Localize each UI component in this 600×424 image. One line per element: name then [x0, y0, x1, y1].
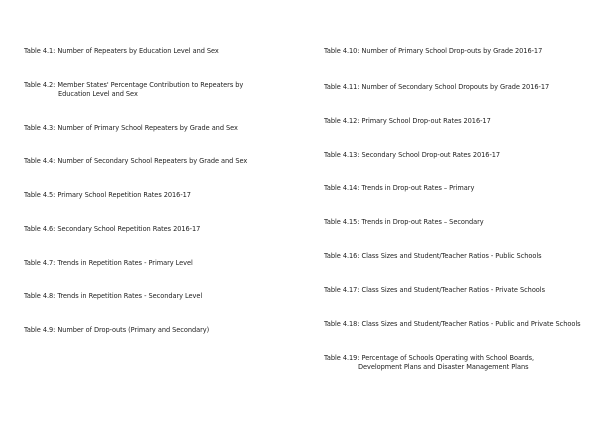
table-entry-4-14: [324, 184, 474, 193]
table-label: Table 4.12:: [324, 117, 360, 125]
table-title: Trends in Repetition Rates - Secondary Level: [57, 292, 203, 300]
table-label: Table 4.9:: [24, 326, 56, 334]
table-entry-4-8: [24, 292, 202, 301]
table-entry-4-3: [24, 124, 238, 133]
table-label: Table 4.10:: [324, 47, 360, 55]
table-title: Number of Primary School Drop-outs by Grade 2016-17: [361, 47, 543, 55]
table-label: Table 4.15:: [324, 218, 360, 226]
table-title: Primary School Drop-out Rates 2016-17: [361, 117, 491, 125]
table-title: Number of Drop-outs (Primary and Secondary): [57, 326, 210, 334]
table-entry-4-10: [324, 47, 542, 56]
table-entry-4-18: [324, 320, 581, 329]
table-title: Secondary School Drop-out Rates 2016-17: [361, 151, 501, 159]
table-label: Table 4.8:: [24, 292, 56, 300]
table-title: Member States' Percentage Contribution to Repeaters by: [57, 81, 244, 89]
table-title: Class Sizes and Student/Teacher Ratios - Public and Private Schools: [361, 320, 581, 328]
table-entry-4-19: [324, 354, 534, 372]
table-label: Table 4.6:: [24, 225, 56, 233]
table-entry-4-4: [24, 157, 247, 166]
table-title: Primary School Repetition Rates 2016-17: [57, 191, 191, 199]
table-label: Table 4.14:: [324, 184, 360, 192]
table-entry-4-17: [324, 286, 545, 295]
table-title: Percentage of Schools Operating with School Boards,: [361, 354, 535, 362]
table-title-continued: Education Level and Sex: [58, 90, 138, 98]
table-label: Table 4.2:: [24, 81, 56, 89]
table-label: Table 4.13:: [324, 151, 360, 159]
table-entry-4-9: [24, 326, 209, 335]
table-title: Trends in Drop-out Rates – Primary: [361, 184, 475, 192]
table-label: Table 4.1:: [24, 47, 56, 55]
table-label: Table 4.4:: [24, 157, 56, 165]
table-title-continued: Development Plans and Disaster Management Plans: [358, 363, 529, 371]
table-title: Number of Primary School Repeaters by Grade and Sex: [57, 124, 238, 132]
table-entry-4-7: [24, 259, 193, 268]
table-entry-4-2: [24, 81, 243, 99]
table-label: Table 4.7:: [24, 259, 56, 267]
table-label: Table 4.5:: [24, 191, 56, 199]
table-title: Number of Repeaters by Education Level and Sex: [57, 47, 219, 55]
table-label: Table 4.3:: [24, 124, 56, 132]
table-entry-4-11: [324, 83, 549, 92]
table-label: Table 4.16:: [324, 252, 360, 260]
table-entry-4-1: [24, 47, 219, 56]
table-entry-4-6: [24, 225, 200, 234]
table-title: Class Sizes and Student/Teacher Ratios - Private Schools: [361, 286, 545, 294]
table-entry-4-13: [324, 151, 500, 160]
table-label: Table 4.19:: [324, 354, 360, 362]
table-title: Trends in Repetition Rates - Primary Level: [57, 259, 193, 267]
table-title: Trends in Drop-out Rates – Secondary: [361, 218, 484, 226]
table-title: Number of Secondary School Dropouts by Grade 2016-17: [361, 83, 550, 91]
table-label: Table 4.18:: [324, 320, 360, 328]
table-entry-4-16: [324, 252, 542, 261]
table-entry-4-12: [324, 117, 491, 126]
table-title: Class Sizes and Student/Teacher Ratios - Public Schools: [361, 252, 542, 260]
table-title: Number of Secondary School Repeaters by Grade and Sex: [57, 157, 248, 165]
table-label: Table 4.17:: [324, 286, 360, 294]
table-entry-4-5: [24, 191, 191, 200]
table-entry-4-15: [324, 218, 484, 227]
table-label: Table 4.11:: [324, 83, 360, 91]
table-title: Secondary School Repetition Rates 2016-17: [57, 225, 201, 233]
